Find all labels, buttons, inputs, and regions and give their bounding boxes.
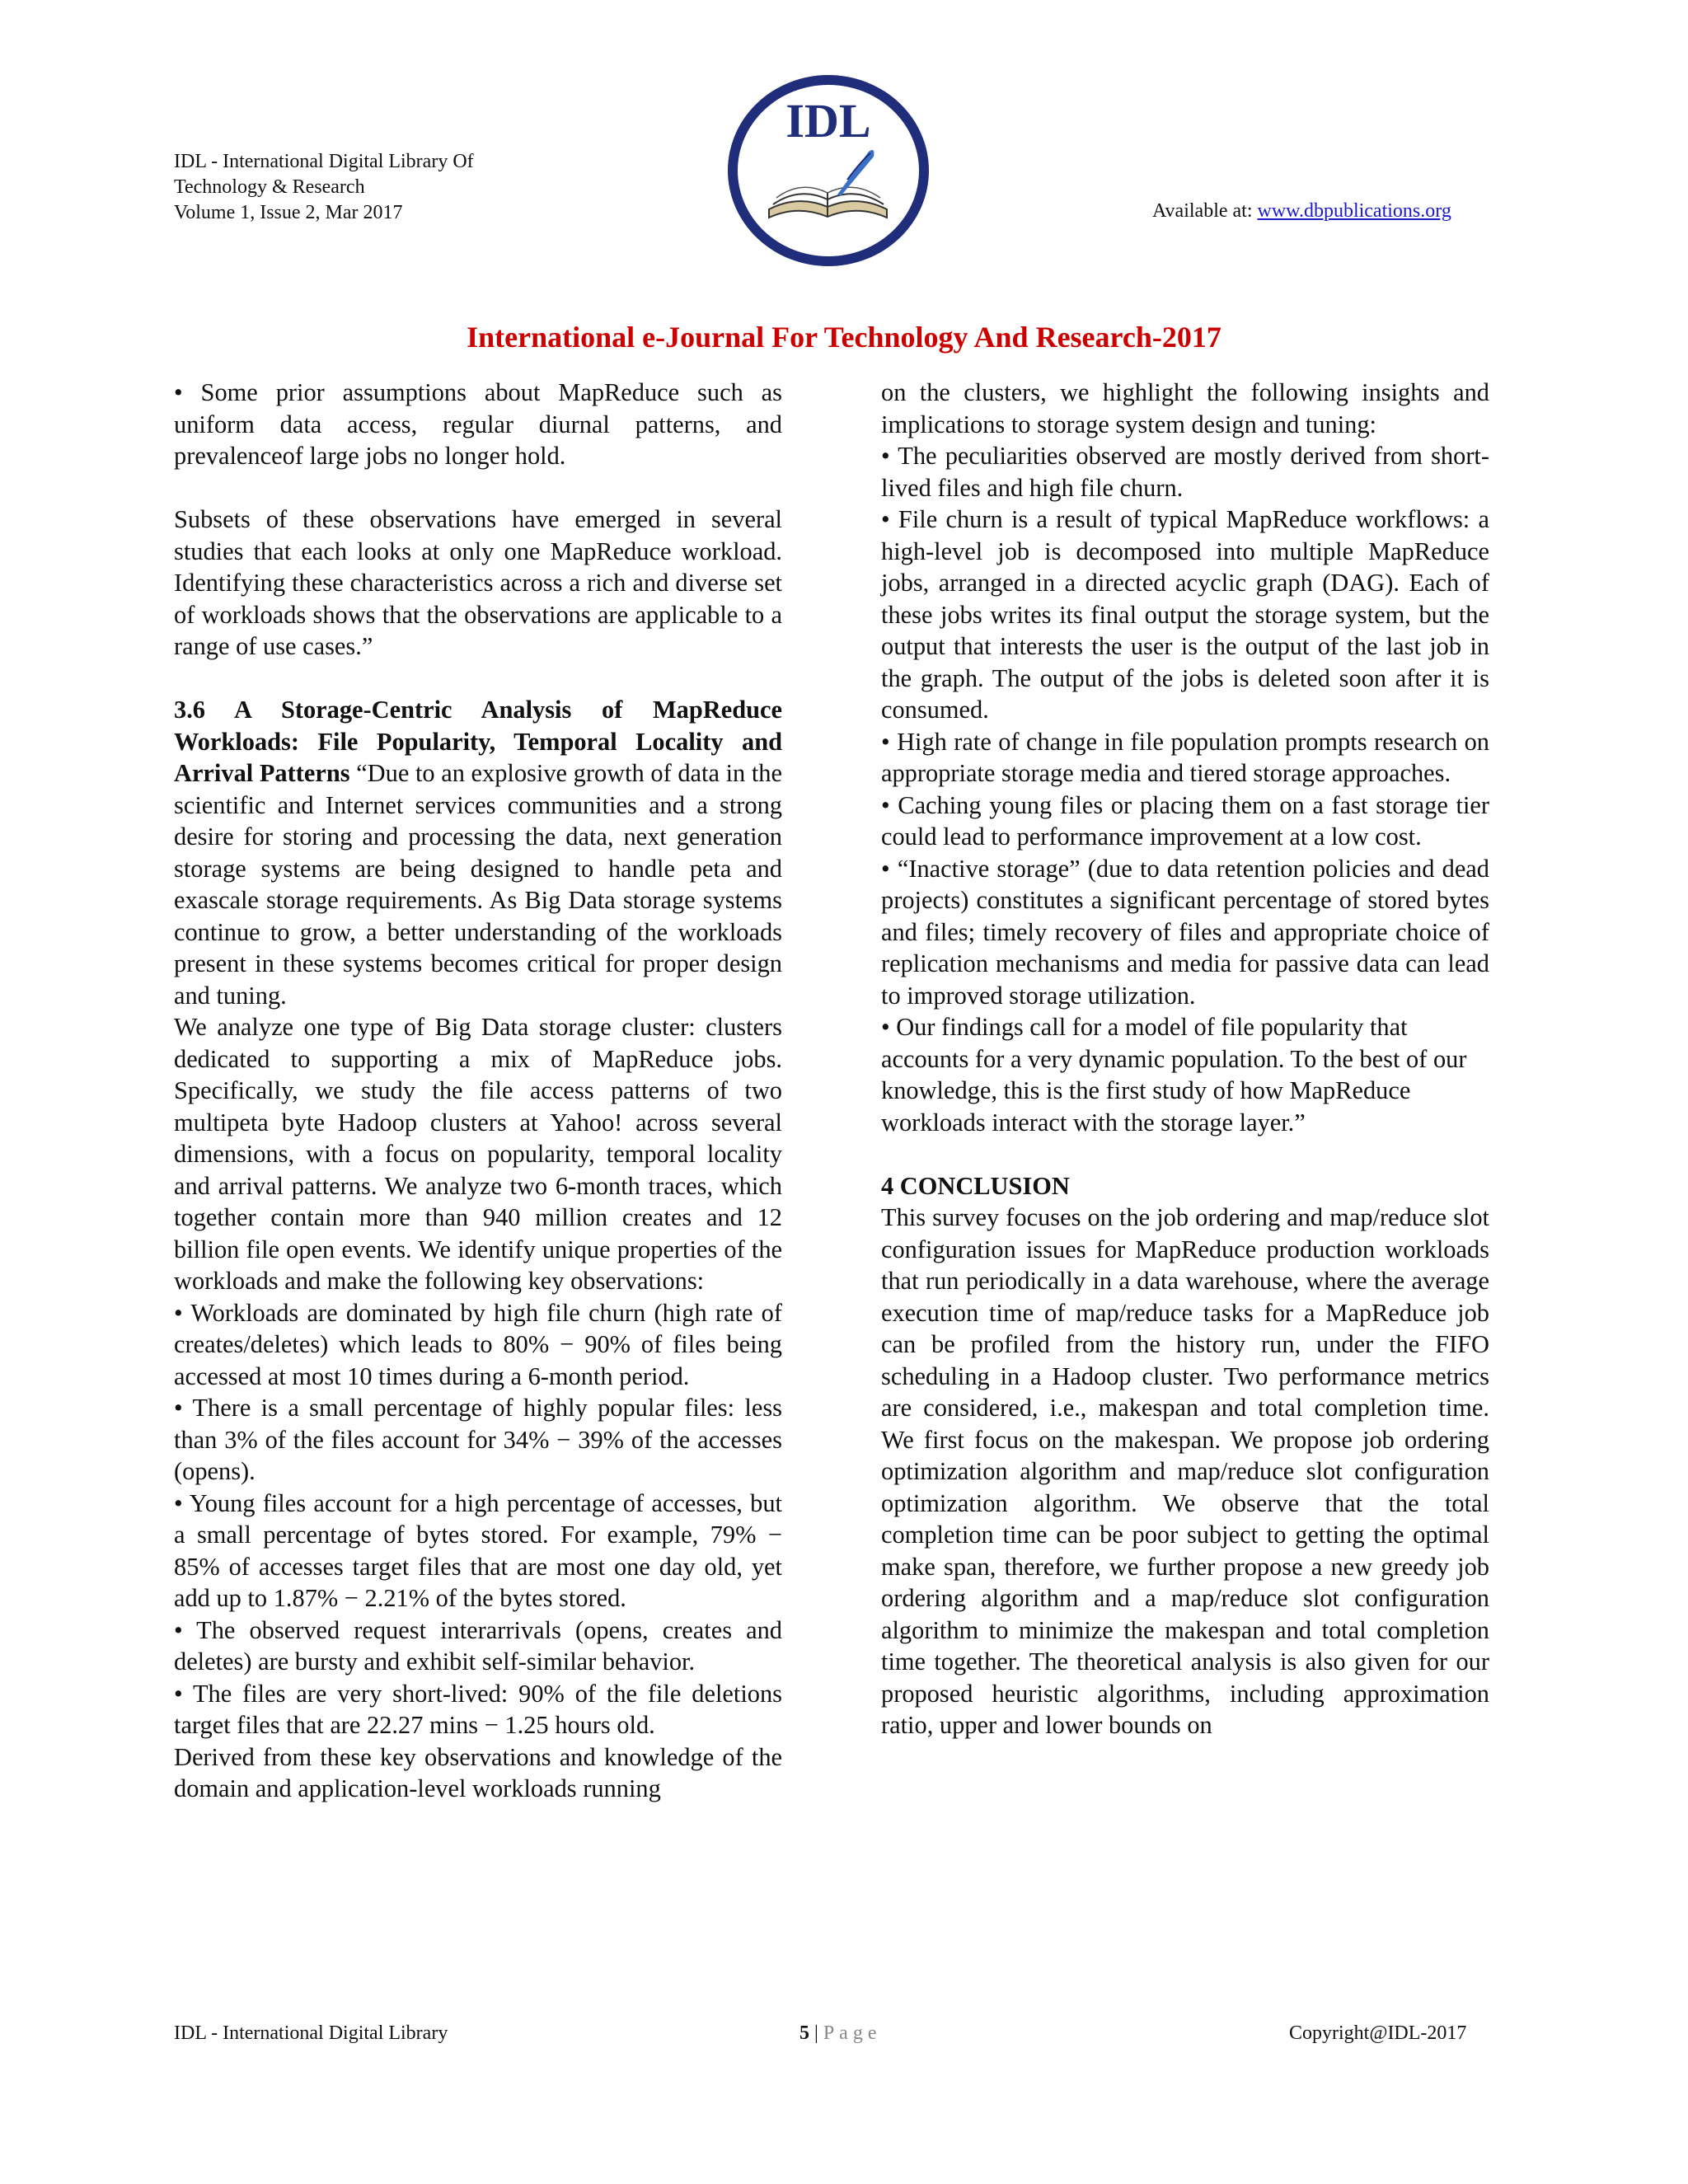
conclusion-heading: 4 CONCLUSION: [881, 1171, 1070, 1200]
bullet-item: • There is a small percentage of highly popular files: less than 3% of the files account for 34% − 39% of the accesses (opens).: [174, 1394, 782, 1485]
paragraph: • Some prior assumptions about MapReduce such as uniform data access, regular diurnal patterns, and prevalenceof large jobs no longer hold.: [174, 378, 782, 470]
logo-text: IDL: [785, 94, 871, 148]
page-number: 5: [799, 2022, 809, 2044]
paragraph: Subsets of these observations have emerged in several studies that each looks at only one MapReduce workload. Identifying these characteristics across a rich and diverse set of workloads shows that the observations are applicable to a range of use cases.”: [174, 505, 782, 660]
footer-copyright: Copyright@IDL-2017: [1289, 2022, 1467, 2044]
footer-page-number: [799, 2022, 881, 2045]
website-link[interactable]: www.dbpublications.org: [1257, 200, 1451, 222]
header-line-3: Volume 1, Issue 2, Mar 2017: [174, 202, 403, 223]
journal-title: International e-Journal For Technology And Research-2017: [467, 321, 1221, 354]
section-heading: 3.6 A Storage-Centric Analysis of MapReduce Workloads: File Popularity, Temporal Locality and Arrival Patterns: [174, 696, 782, 787]
paragraph: We analyze one type of Big Data storage cluster: clusters dedicated to supporting a mix of MapReduce jobs. Specifically, we study the file access patterns of two multipeta byte Hadoop clusters at Yahoo! across several dimensions, with a focus on popularity, temporal locality and arrival patterns. We analyze two 6-month traces, which together contain more than 940 million creates and 12 billion file open events. We identify unique properties of the workloads and make the following key observations:: [174, 1013, 782, 1295]
bullet-item: • Workloads are dominated by high file churn (high rate of creates/deletes) which leads to 80% − 90% of files being accessed at most 10 times during a 6-month period.: [174, 1298, 782, 1390]
header-publication-info: [174, 149, 474, 226]
conclusion-text: This survey focuses on the job ordering and map/reduce slot configuration issues for MapReduce production workloads that run periodically in a data warehouse, where the average execution time of map/reduce tasks for a MapReduce job can be profiled from the history run, under the FIFO scheduling in a Hadoop cluster. Two performance metrics are considered, i.e., makespan and total completion time. We first focus on the makespan. We propose job ordering optimization algorithm and map/reduce slot configuration optimization algorithm. We observe that the total completion time can be poor subject to getting the optimal make span, therefore, we further propose a new greedy job ordering algorithm and a map/reduce slot configuration algorithm to minimize the makespan and total completion time together. The theoretical analysis is also given for our proposed heuristic algorithms, including approximation ratio, upper and lower bounds on: [881, 1203, 1489, 1739]
bullet-item: • The observed request interarrivals (opens, creates and deletes) are bursty and exhibit self-similar behavior.: [174, 1615, 782, 1675]
bullet-item: • High rate of change in file population prompts research on appropriate storage media and tiered storage approaches.: [881, 727, 1489, 787]
section-paragraph: [174, 694, 782, 1011]
paragraph: on the clusters, we highlight the following insights and implications to storage system design and tuning:: [881, 378, 1489, 438]
bullet-item: • The peculiarities observed are mostly derived from short-lived files and high file churn.: [881, 442, 1489, 502]
bullet-item: • The files are very short-lived: 90% of the file deletions target files that are 22.27 mins − 1.25 hours old.: [174, 1679, 782, 1739]
left-column: [174, 377, 782, 1805]
bullet-item: • File churn is a result of typical MapReduce workflows: a high-level job is decomposed into multiple MapReduce jobs, arranged in a directed acyclic graph (DAG). Each of these jobs writes its final output the storage system, but the output that interests the user is the output of the last job in the graph. The output of the jobs is deleted soon after it is consumed.: [881, 505, 1489, 724]
bullet-item: • “Inactive storage” (due to data retention policies and dead projects) constitutes a significant percentage of stored bytes and files; timely recovery of files and appropriate choice of replication mechanisms and media for passive data can lead to improved storage utilization.: [881, 854, 1489, 1010]
header-line-1: IDL - International Digital Library Of: [174, 151, 474, 172]
header-line-2: Technology & Research: [174, 176, 365, 198]
paragraph: Derived from these key observations and knowledge of the domain and application-level workloads running: [174, 1742, 782, 1802]
page-separator: |: [809, 2022, 823, 2044]
footer-left: IDL - International Digital Library: [174, 2022, 448, 2044]
availability-label: Available at:: [1152, 200, 1258, 222]
right-column: [881, 377, 1489, 1741]
bullet-item: • Caching young files or placing them on a fast storage tier could lead to performance improvement at a low cost.: [881, 790, 1489, 851]
bullet-item: • Young files account for a high percentage of accesses, but a small percentage of bytes stored. For example, 79% − 85% of accesses target files that are most one day old, yet add up to 1.87% − 2.21% of the bytes stored.: [174, 1488, 782, 1612]
section-intro-text: “Due to an explosive growth of data in the scientific and Internet services communities and a strong desire for storing and processing the data, next generation storage systems are being designed to handle peta and exascale storage requirements. As Big Data storage systems continue to grow, a better understanding of the workloads present in these systems becomes critical for proper design and tuning.: [174, 759, 782, 1010]
availability-line: [1152, 200, 1451, 223]
page-word: Page: [823, 2022, 882, 2044]
idl-logo: [724, 71, 933, 270]
bullet-item: • Our findings call for a model of file popularity that accounts for a very dynamic population. To the best of our knowledge, this is the first study of how MapReduce workloads interact with the storage layer.”: [881, 1013, 1467, 1137]
